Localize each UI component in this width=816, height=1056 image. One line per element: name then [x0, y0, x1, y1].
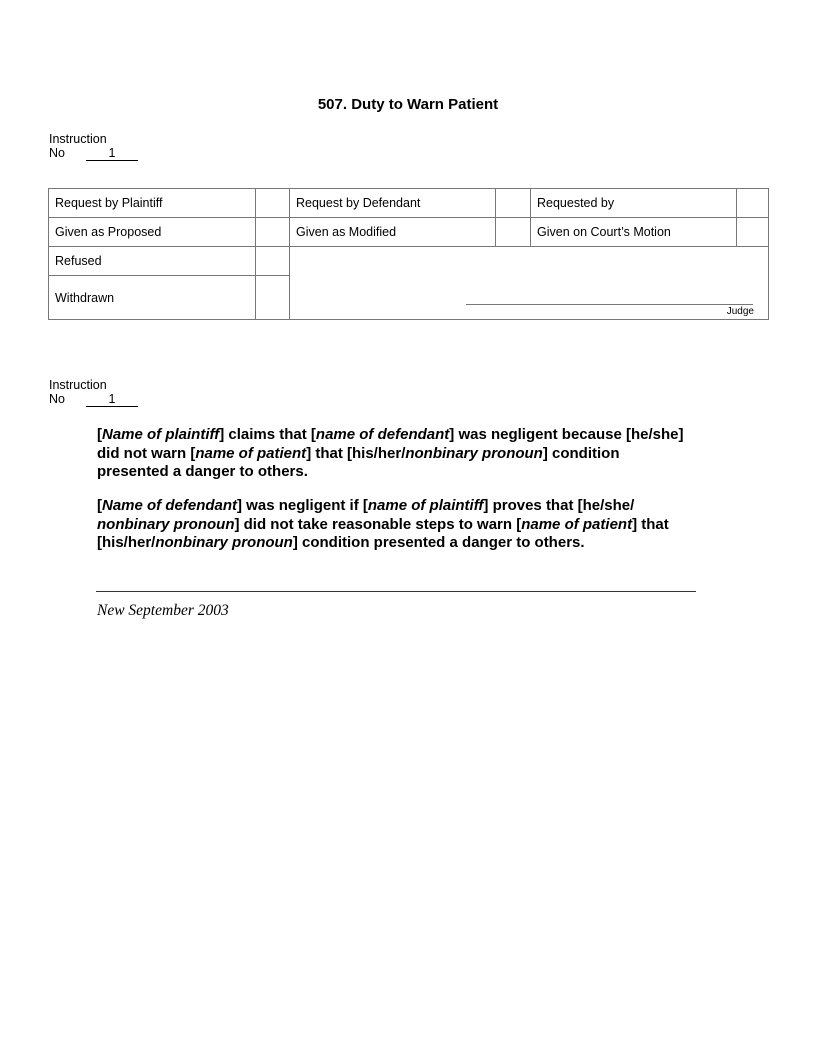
- instruction-number-block-2: [49, 378, 138, 407]
- given-as-modified-label: Given as Modified: [296, 225, 397, 239]
- refused-label: Refused: [55, 254, 102, 268]
- instruction-no-label: No: [49, 146, 65, 160]
- revision-history: New September 2003: [97, 602, 229, 619]
- withdrawn-label: Withdrawn: [55, 290, 115, 305]
- withdrawn-checkbox[interactable]: [256, 276, 289, 319]
- request-by-plaintiff-label: Request by Plaintiff: [55, 196, 163, 210]
- given-on-courts-motion-label: Given on Court’s Motion: [537, 225, 671, 239]
- request-by-plaintiff-checkbox[interactable]: [256, 189, 289, 217]
- request-by-defendant-checkbox[interactable]: [496, 189, 530, 217]
- given-as-proposed-label: Given as Proposed: [55, 225, 162, 239]
- instruction-paragraph-1: [Name of plaintiff] claims that [name of defendant] was negligent because [he/she] did not warn [name of patient] that [his/her/nonbinary pronoun] condition presented a danger to others.: [97, 426, 684, 480]
- judge-signature-line[interactable]: [466, 304, 753, 305]
- instruction-label: Instruction: [49, 378, 107, 392]
- request-by-defendant-label: Request by Defendant: [296, 196, 421, 210]
- instruction-disposition-form: [48, 188, 769, 320]
- instruction-number-block: [49, 132, 138, 161]
- instruction-no-field[interactable]: 1: [86, 147, 138, 161]
- refused-checkbox[interactable]: [256, 247, 289, 275]
- requested-by-label: Requested by: [537, 196, 615, 210]
- instruction-no-label: No: [49, 392, 65, 406]
- given-as-proposed-checkbox[interactable]: [256, 218, 289, 246]
- judge-label: Judge: [726, 306, 754, 317]
- instruction-paragraph-2: [Name of defendant] was negligent if [name of plaintiff] proves that [he/she/ nonbinary pronoun] did not take reasonable steps to warn [name of patient] that [his/her/nonbinary pronoun] condition presented a danger to others.: [97, 497, 669, 551]
- instruction-label: Instruction: [49, 132, 107, 146]
- page-title: 507. Duty to Warn Patient: [317, 96, 499, 113]
- section-divider: [96, 591, 696, 592]
- given-as-modified-checkbox[interactable]: [496, 218, 530, 246]
- instruction-no-field[interactable]: 1: [86, 393, 138, 407]
- given-on-courts-motion-checkbox[interactable]: [737, 218, 768, 246]
- requested-by-checkbox[interactable]: [737, 189, 768, 217]
